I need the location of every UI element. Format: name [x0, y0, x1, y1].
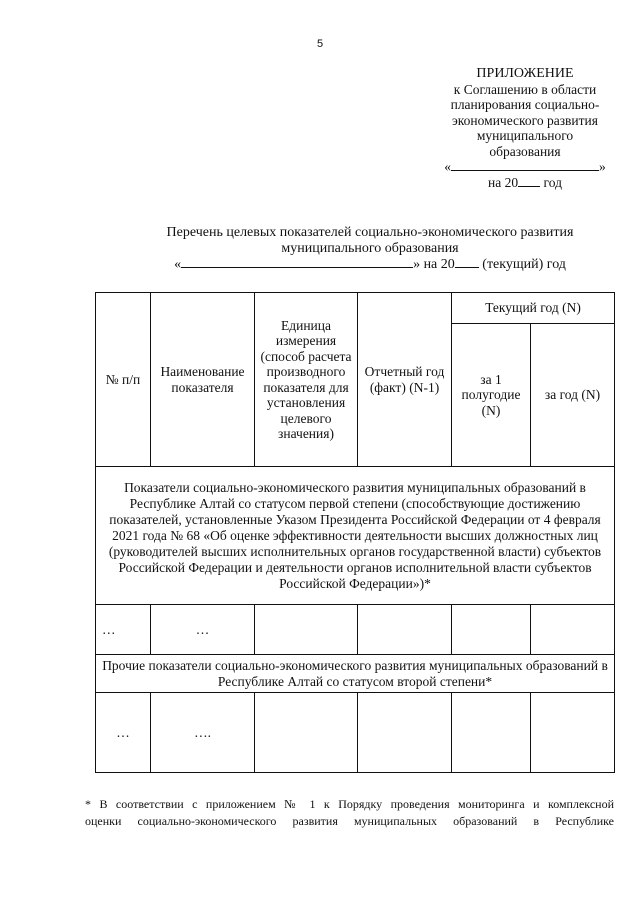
section-title: Прочие показатели социально-экономического развития муниципальных образований в Республике Алтай со статусом второй степени* — [96, 655, 615, 693]
row-name: … — [151, 605, 255, 655]
appendix-line: образования — [489, 143, 561, 159]
year-prefix: на 20 — [488, 174, 519, 190]
section-row-second-degree — [96, 655, 615, 693]
header-half-year: за 1 полугодие (N) — [452, 324, 531, 467]
quote-close: » — [599, 159, 606, 174]
year-suffix: (текущий) год — [482, 257, 566, 272]
appendix-block — [420, 66, 630, 190]
appendix-year-line — [420, 175, 630, 191]
row-cell — [358, 605, 452, 655]
header-row — [96, 293, 615, 324]
row-num: … — [96, 605, 151, 655]
document-title-year — [110, 257, 630, 273]
row-cell — [531, 605, 615, 655]
document-title — [110, 225, 630, 273]
appendix-line: муниципального — [476, 128, 574, 143]
table-row — [96, 605, 615, 655]
appendix-line: к Соглашению в области — [453, 81, 597, 97]
footnote — [85, 796, 614, 830]
quote-open: « — [444, 159, 451, 174]
section-title: Показатели социально-экономического развития муниципальных образований в Республике Алтай со статусом первой степени (способствующие достижению показателей, установленные Указом Президента Российской Федерации от 4 февраля 2021 года № 68 «Об оценке эффективности деятельности высших должностных лиц (руководителей высших исполнительных органов государственной власти) субъектов Российской Федерации и деятельности органов исполнительной власти субъектов Российской Федерации»)* — [96, 467, 615, 605]
header-current-year: Текущий год (N) — [452, 293, 615, 324]
row-name: …. — [151, 693, 255, 773]
document-title-line: Перечень целевых показателей социально-экономического развития — [166, 225, 574, 240]
page-number: 5 — [316, 38, 324, 50]
row-cell — [255, 605, 358, 655]
blank-line — [451, 170, 599, 171]
row-cell — [358, 693, 452, 773]
row-cell — [255, 693, 358, 773]
row-cell — [452, 605, 531, 655]
year-prefix: на 20 — [423, 257, 455, 272]
appendix-title: ПРИЛОЖЕНИЕ — [476, 66, 574, 81]
year-blank — [455, 267, 479, 268]
section-row-first-degree — [96, 467, 615, 605]
appendix-line: экономического развития — [452, 112, 598, 128]
quote-close: » — [413, 257, 421, 272]
header-unit: Единица измерения (способ расчета производного показателя для установления целевого значения) — [255, 293, 358, 467]
quote-open: « — [174, 257, 182, 272]
footnote-line: оценки социально-экономического развития муниципальных образований в Республике — [85, 814, 614, 828]
year-suffix: год — [543, 174, 562, 190]
header-full-year: за год (N) — [531, 324, 615, 467]
indicators-table — [95, 292, 615, 773]
year-blank — [518, 186, 540, 187]
table-row — [96, 693, 615, 773]
header-reported-year: Отчетный год (факт) (N-1) — [358, 293, 452, 467]
row-cell — [452, 693, 531, 773]
municipality-name-field — [420, 159, 630, 175]
appendix-line: планирования социально- — [450, 97, 600, 112]
row-num: … — [96, 693, 151, 773]
header-num: № п/п — [96, 293, 151, 467]
footnote-line: * В соответствии с приложением № 1 к Порядку проведения мониторинга и комплексной — [85, 797, 614, 811]
row-cell — [531, 693, 615, 773]
header-name: Наименование показателя — [151, 293, 255, 467]
document-title-line: муниципального образования — [281, 241, 459, 256]
blank-line — [181, 267, 413, 268]
